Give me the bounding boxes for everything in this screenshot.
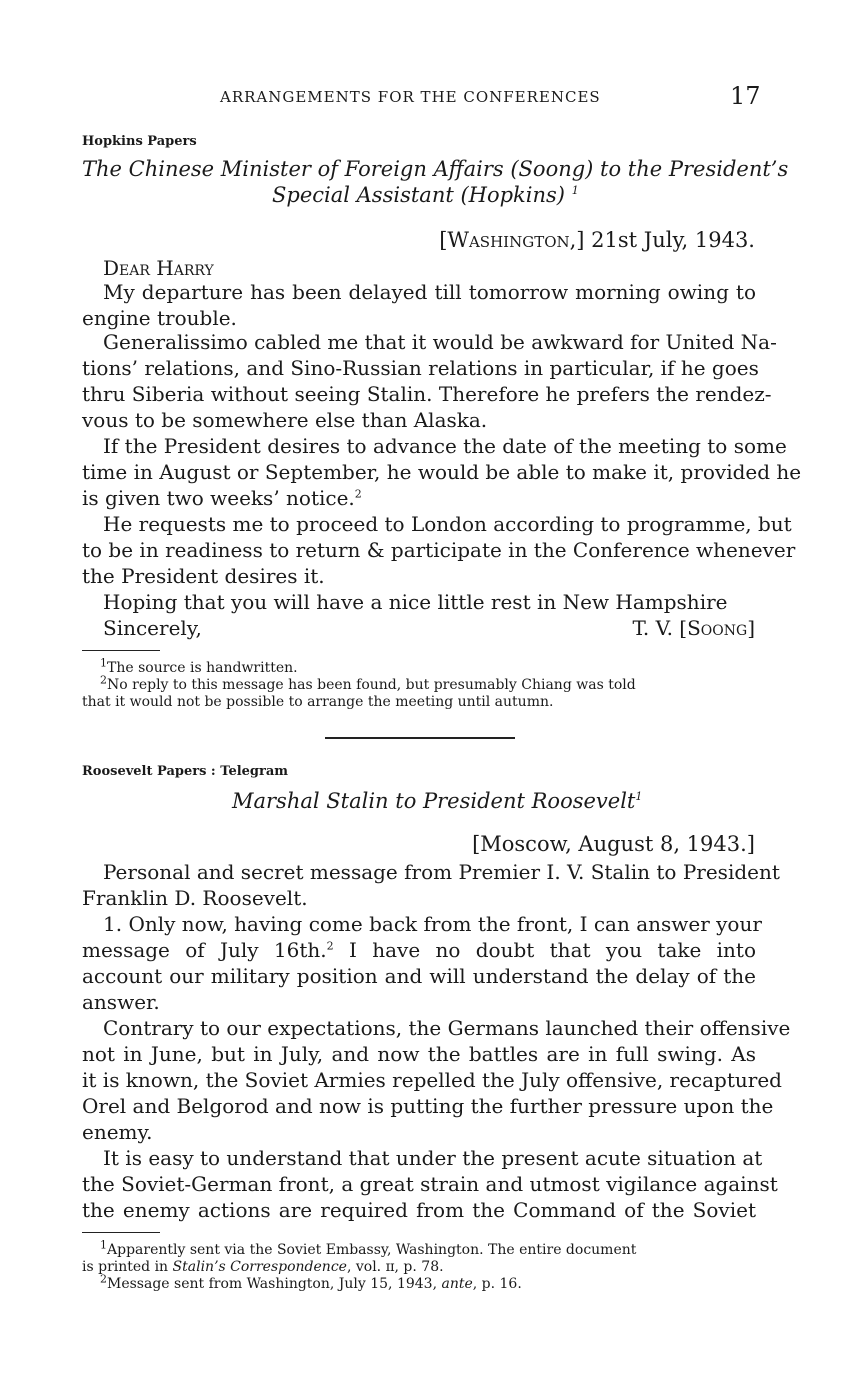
doc2-footnote-2: $^2$Message sent from Washington, July 15, 1943, ante, p. 16. — [100, 1272, 522, 1292]
doc1-line: time in August or September, he would be able to make it, provided he — [82, 460, 802, 484]
doc1-line: Hoping that you will have a nice little rest in New Hampshire — [103, 590, 728, 614]
doc2-line: enemy. — [82, 1120, 153, 1144]
doc2-title: Marshal Stalin to President Roosevelt$^1$ — [232, 789, 643, 813]
doc2-footnote-1: $^1$Apparently sent via the Soviet Embassy, Washington. The entire document — [100, 1238, 637, 1258]
doc1-footnote-1: $^1$The source is handwritten. — [100, 656, 298, 676]
doc2-line: It is easy to understand that under the present acute situation at — [103, 1146, 763, 1170]
doc2-line: it is known, the Soviet Armies repelled the July offensive, recaptured — [82, 1068, 782, 1092]
doc1-line: He requests me to proceed to London according to programme, but — [103, 512, 792, 536]
doc1-footnote-2-cont: that it would not be possible to arrange the meeting until autumn. — [82, 694, 554, 710]
doc1-line: My departure has been delayed till tomorrow morning owing to — [103, 280, 756, 304]
doc1-line: vous to be somewhere else than Alaska. — [82, 408, 488, 432]
doc1-closing: Sincerely, — [103, 616, 202, 640]
doc2-line: Contrary to our expectations, the Germans launched their offensive — [103, 1016, 791, 1040]
doc1-line: engine trouble. — [82, 306, 237, 330]
doc2-line: not in June, but in July, and now the battles are in full swing. As — [82, 1042, 756, 1066]
doc1-line: is given two weeks’ notice.$^2$ — [82, 486, 362, 510]
running-title: ARRANGEMENTS FOR THE CONFERENCES — [220, 88, 601, 106]
page-number: 17 — [730, 82, 761, 110]
doc2-line: Orel and Belgorod and now is putting the further pressure upon the — [82, 1094, 774, 1118]
doc1-salutation: Dear Harry — [103, 256, 214, 280]
doc2-line: 1. Only now, having come back from the front, I can answer your — [103, 912, 762, 936]
doc1-title-line2: Special Assistant (Hopkins) $^1$ — [272, 183, 579, 207]
doc1-line: If the President desires to advance the date of the meeting to some — [103, 434, 787, 458]
footnote-ref: 1 — [571, 184, 579, 197]
section-divider — [325, 737, 515, 739]
footnote-rule — [82, 650, 160, 651]
footnote-ref: 2 — [326, 939, 334, 953]
doc1-line: the President desires it. — [82, 564, 325, 588]
doc2-line: message of July 16th.$^2$ I have no doubt that you take into — [82, 938, 757, 962]
doc1-source: Hopkins Papers — [82, 134, 197, 149]
doc1-line: tions’ relations, and Sino-Russian relations in particular, if he goes — [82, 356, 759, 380]
doc1-footnote-2: $^2$No reply to this message has been found, but presumably Chiang was told — [100, 673, 636, 693]
doc2-line: the Soviet-German front, a great strain and utmost vigilance against — [82, 1172, 778, 1196]
doc1-signature: T. V. [Soong] — [632, 616, 755, 640]
doc2-dateline: [Moscow, August 8, 1943.] — [472, 832, 755, 856]
doc2-line: the enemy actions are required from the Command of the Soviet — [82, 1198, 756, 1222]
doc1-line: thru Siberia without seeing Stalin. Therefore he prefers the rendez- — [82, 382, 772, 406]
doc2-source: Roosevelt Papers : Telegram — [82, 764, 289, 779]
footnote-rule — [82, 1232, 160, 1233]
doc2-footnote-1-cont: is printed in Stalin’s Correspondence, vol. ɪɪ, p. 78. — [82, 1259, 444, 1275]
doc2-line: Franklin D. Roosevelt. — [82, 886, 308, 910]
doc2-line: Personal and secret message from Premier I. V. Stalin to President — [103, 860, 780, 884]
footnote-ref: 1 — [635, 790, 643, 803]
doc2-line: answer. — [82, 990, 160, 1014]
doc1-dateline: [Washington,] 21st July, 1943. — [439, 228, 755, 252]
doc1-line: Generalissimo cabled me that it would be awkward for United Na- — [103, 330, 777, 354]
doc2-line: account our military position and will understand the delay of the — [82, 964, 756, 988]
doc1-title-line1: The Chinese Minister of Foreign Affairs (Soong) to the President’s — [82, 157, 789, 181]
footnote-ref: 2 — [354, 487, 362, 501]
doc1-line: to be in readiness to return & participate in the Conference whenever — [82, 538, 796, 562]
